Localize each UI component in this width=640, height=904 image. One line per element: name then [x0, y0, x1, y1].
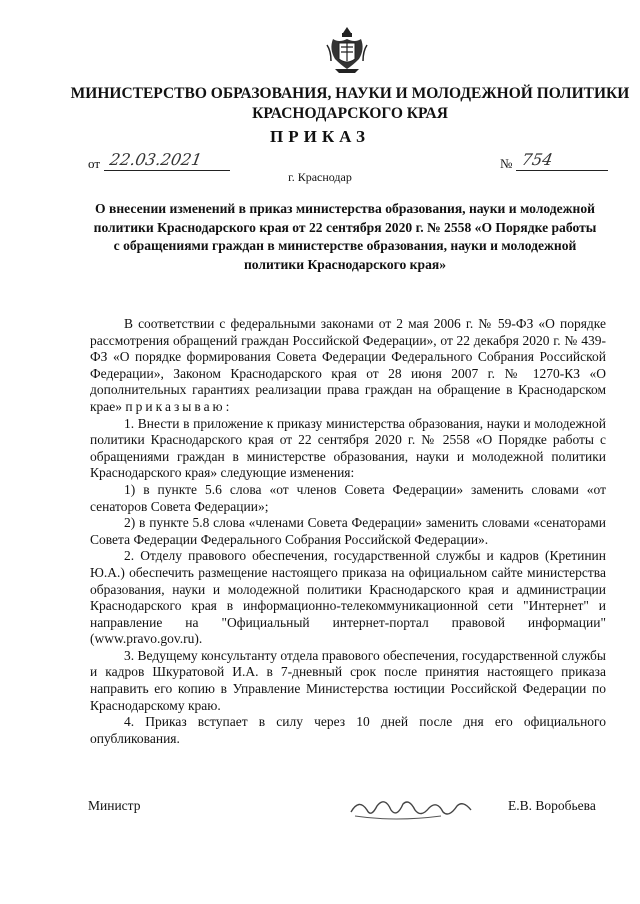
item-2-paragraph: 2. Отделу правового обеспечения, государственной службы и кадров (Кретинин Ю.А.) обеспечить размещение настоящего приказа на официальном сайте министерства образования, науки и молодежной политики Краснодарского края и администрации Краснодарского края в информационно-телекоммуникационной сети "Интернет" и направление на "Официальный интернет-портал правовой информации" (www.pravo.gov.ru). — [90, 548, 606, 647]
ministry-name: МИНИСТЕРСТВО ОБРАЗОВАНИЯ, НАУКИ И МОЛОДЕЖНОЙ ПОЛИТИКИ КРАСНОДАРСКОГО КРАЯ — [70, 85, 630, 122]
item-1-subitem-1: 1) в пункте 5.6 слова «от членов Совета Федерации» заменить словами «от сенаторов Совета Федерации»; — [90, 481, 606, 514]
document-subject: О внесении изменений в приказ министерства образования, науки и молодежной политики Краснодарского края от 22 сентября 2020 г. № 2558 «О Порядке работы с обращениями граждан в министерстве образования, науки и молодежной политики Краснодарского края» — [93, 201, 597, 272]
number-prefix: № — [500, 156, 513, 171]
signature-block — [0, 788, 640, 828]
document-body — [90, 316, 606, 747]
handwritten-signature — [345, 788, 485, 824]
coat-of-arms-emblem — [325, 25, 369, 75]
handwritten-number: 754 — [520, 150, 555, 169]
handwritten-date: 22.03.2021 — [108, 150, 204, 169]
city-label: г. Краснодар — [288, 170, 352, 184]
item-1-subitem-2: 2) в пункте 5.8 слова «членами Совета Федерации» заменить словами «сенаторами Совета Федерации Федерального Собрания Российской Федерации». — [90, 515, 606, 547]
signer-role: Министр — [88, 798, 141, 813]
signer-name: Е.В. Воробьева — [508, 798, 596, 813]
item-4-paragraph: 4. Приказ вступает в силу через 10 дней после дня его официального опубликования. — [90, 714, 606, 746]
item-3-paragraph: 3. Ведущему консультанту отдела правового обеспечения, государственной службы и кадров Шкуратовой И.А. в 7-дневный срок после принятия настоящего приказа направить его копию в Управление Министерства юстиции Российской Федерации по Краснодарскому краю. — [90, 647, 606, 713]
preamble-paragraph — [90, 316, 606, 416]
document-type-title: ПРИКАЗ — [270, 127, 370, 146]
preamble-text: В соответствии с федеральными законами от 2 мая 2006 г. № 59-ФЗ «О порядке рассмотрения обращений граждан Российской Федерации», от 22 декабря 2020 г. № 439-ФЗ «О порядке формирования Совета Федерации Федерального Собрания Российской Федерации», Законом Краснодарского края от 28 июня 2007 г. № 1270-КЗ «О дополнительных гарантиях реализации права граждан на обращение в Краснодарском крае» — [90, 316, 606, 414]
order-word: приказываю: — [125, 398, 233, 414]
item-1-paragraph: 1. Внести в приложение к приказу министерства образования, науки и молодежной политики Краснодарского края от 22 сентября 2020 г. № 2558 «О Порядке работы с обращениями граждан в министерстве образования, науки и молодежной политики Краснодарского края» следующие изменения: — [90, 415, 606, 481]
date-prefix: от — [88, 156, 101, 171]
